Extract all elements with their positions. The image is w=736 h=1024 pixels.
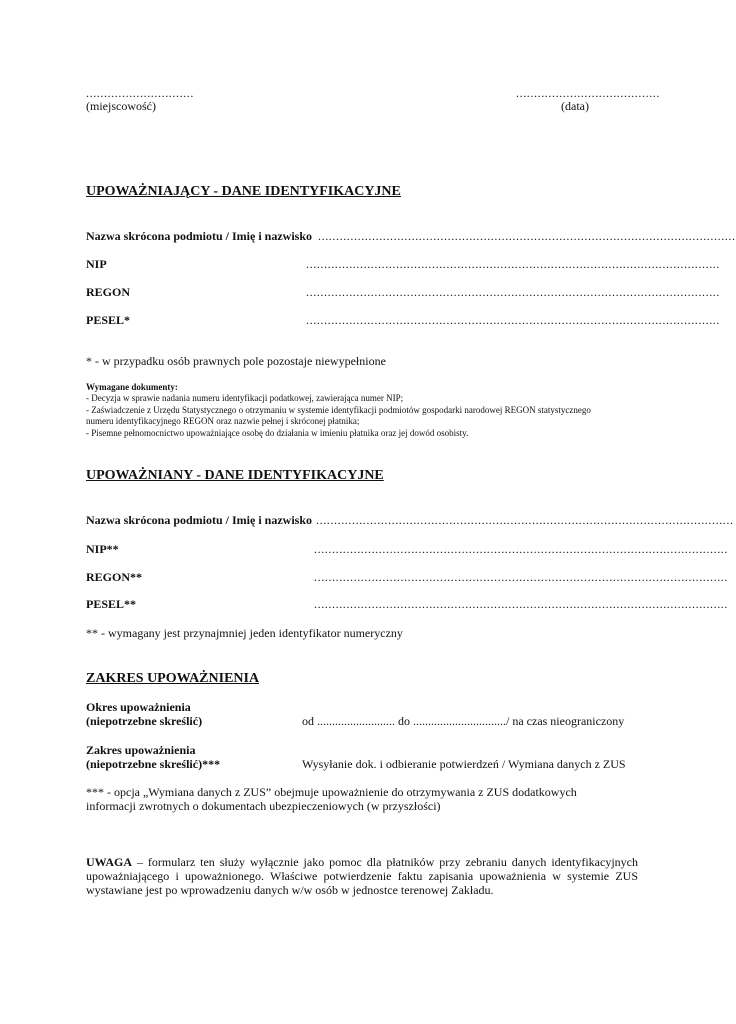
period-hint: (niepotrzebne skreślić) [86,714,203,728]
required-doc-line: numeru identyfikacyjnego REGON oraz nazwie pełnej i skróconej płatnika; [86,416,360,426]
authorizing-name-field[interactable]: .................................................................................................................... [318,229,736,243]
date-dots[interactable]: ........................................ [516,86,660,100]
authorized-regon-field[interactable]: ................................................................................................................... [314,570,728,584]
scope-label: Zakres upoważnienia [86,743,196,757]
note-label: UWAGA [86,855,133,869]
section-title-authorizing: UPOWAŻNIAJĄCY - DANE IDENTYFIKACYJNE [86,184,401,199]
period-from-label: od [302,714,314,728]
period-value [302,714,624,729]
scope-hint: (niepotrzebne skreślić)*** [86,757,221,771]
place-dots[interactable]: .............................. [86,86,194,100]
date-label: (data) [561,99,589,113]
scope-value[interactable]: Wysyłanie dok. i odbieranie potwierdzeń / Wymiana danych z ZUS [302,757,626,771]
authorizing-nip-field[interactable]: ................................................................................................................... [306,257,720,271]
authorizing-pesel-label: PESEL* [86,313,131,327]
period-indefinite-option[interactable]: / na czas nieograniczony [506,714,625,728]
authorizing-regon-label: REGON [86,285,131,299]
authorized-pesel-label: PESEL** [86,597,137,611]
authorizing-pesel-field[interactable]: ................................................................................................................... [306,313,720,327]
note-text: – formularz ten służy wyłącznie jako pomoc dla płatników przy zebraniu danych identyfikacyjnych upoważniającego i upoważnionego. Właściwe potwierdzenie faktu zapisania upoważnienia w systemie ZUS wystawiane jest po wprowadzeniu danych w/w osób w jednostce terenowej Zakładu. [86,855,638,897]
note-paragraph [86,855,638,897]
authorized-pesel-field[interactable]: ................................................................................................................... [314,597,728,611]
authorizing-name-label: Nazwa skrócona podmiotu / Imię i nazwisko [86,229,313,243]
period-to-field[interactable]: ............................... [413,714,506,728]
section-title-scope: ZAKRES UPOWAŻNIENIA [86,671,260,686]
authorizing-footnote: * - w przypadku osób prawnych pole pozostaje niewypełnione [86,354,386,368]
scope-footnote-line2: informacji zwrotnych o dokumentach ubezpieczeniowych (w przyszłości) [86,799,441,813]
place-label: (miejscowość) [86,99,156,113]
authorized-nip-label: NIP** [86,542,119,556]
period-to-label: do [398,714,410,728]
required-doc-line: - Decyzja w sprawie nadania numeru identyfikacji podatkowej, zawierająca numer NIP; [86,393,404,403]
authorized-name-field[interactable]: .................................................................................................................... [316,513,734,527]
period-from-field[interactable]: .......................... [317,714,395,728]
required-doc-line: - Zaświadczenie z Urzędu Statystycznego o otrzymaniu w systemie identyfikacji podmiotów gospodarki narodowej REGON statystycznego [86,404,591,415]
required-docs-title: Wymagane dokumenty: [86,382,178,392]
scope-footnote-line1: *** - opcja „Wymiana danych z ZUS” obejmuje upoważnienie do otrzymywania z ZUS dodatkowych [86,785,577,799]
authorized-name-label: Nazwa skrócona podmiotu / Imię i nazwisko [86,513,313,527]
authorizing-regon-field[interactable]: ................................................................................................................... [306,285,720,299]
required-doc-line: - Pisemne pełnomocnictwo upoważniające osobę do działania w imieniu płatnika oraz jej dowód osobisty. [86,427,469,438]
authorizing-nip-label: NIP [86,257,107,271]
authorized-regon-label: REGON** [86,570,143,584]
section-title-authorized: UPOWAŻNIANY - DANE IDENTYFIKACYJNE [86,468,384,483]
authorized-nip-field[interactable]: ................................................................................................................... [314,542,728,556]
authorized-footnote: ** - wymagany jest przynajmniej jeden identyfikator numeryczny [86,626,403,640]
period-label: Okres upoważnienia [86,700,191,714]
